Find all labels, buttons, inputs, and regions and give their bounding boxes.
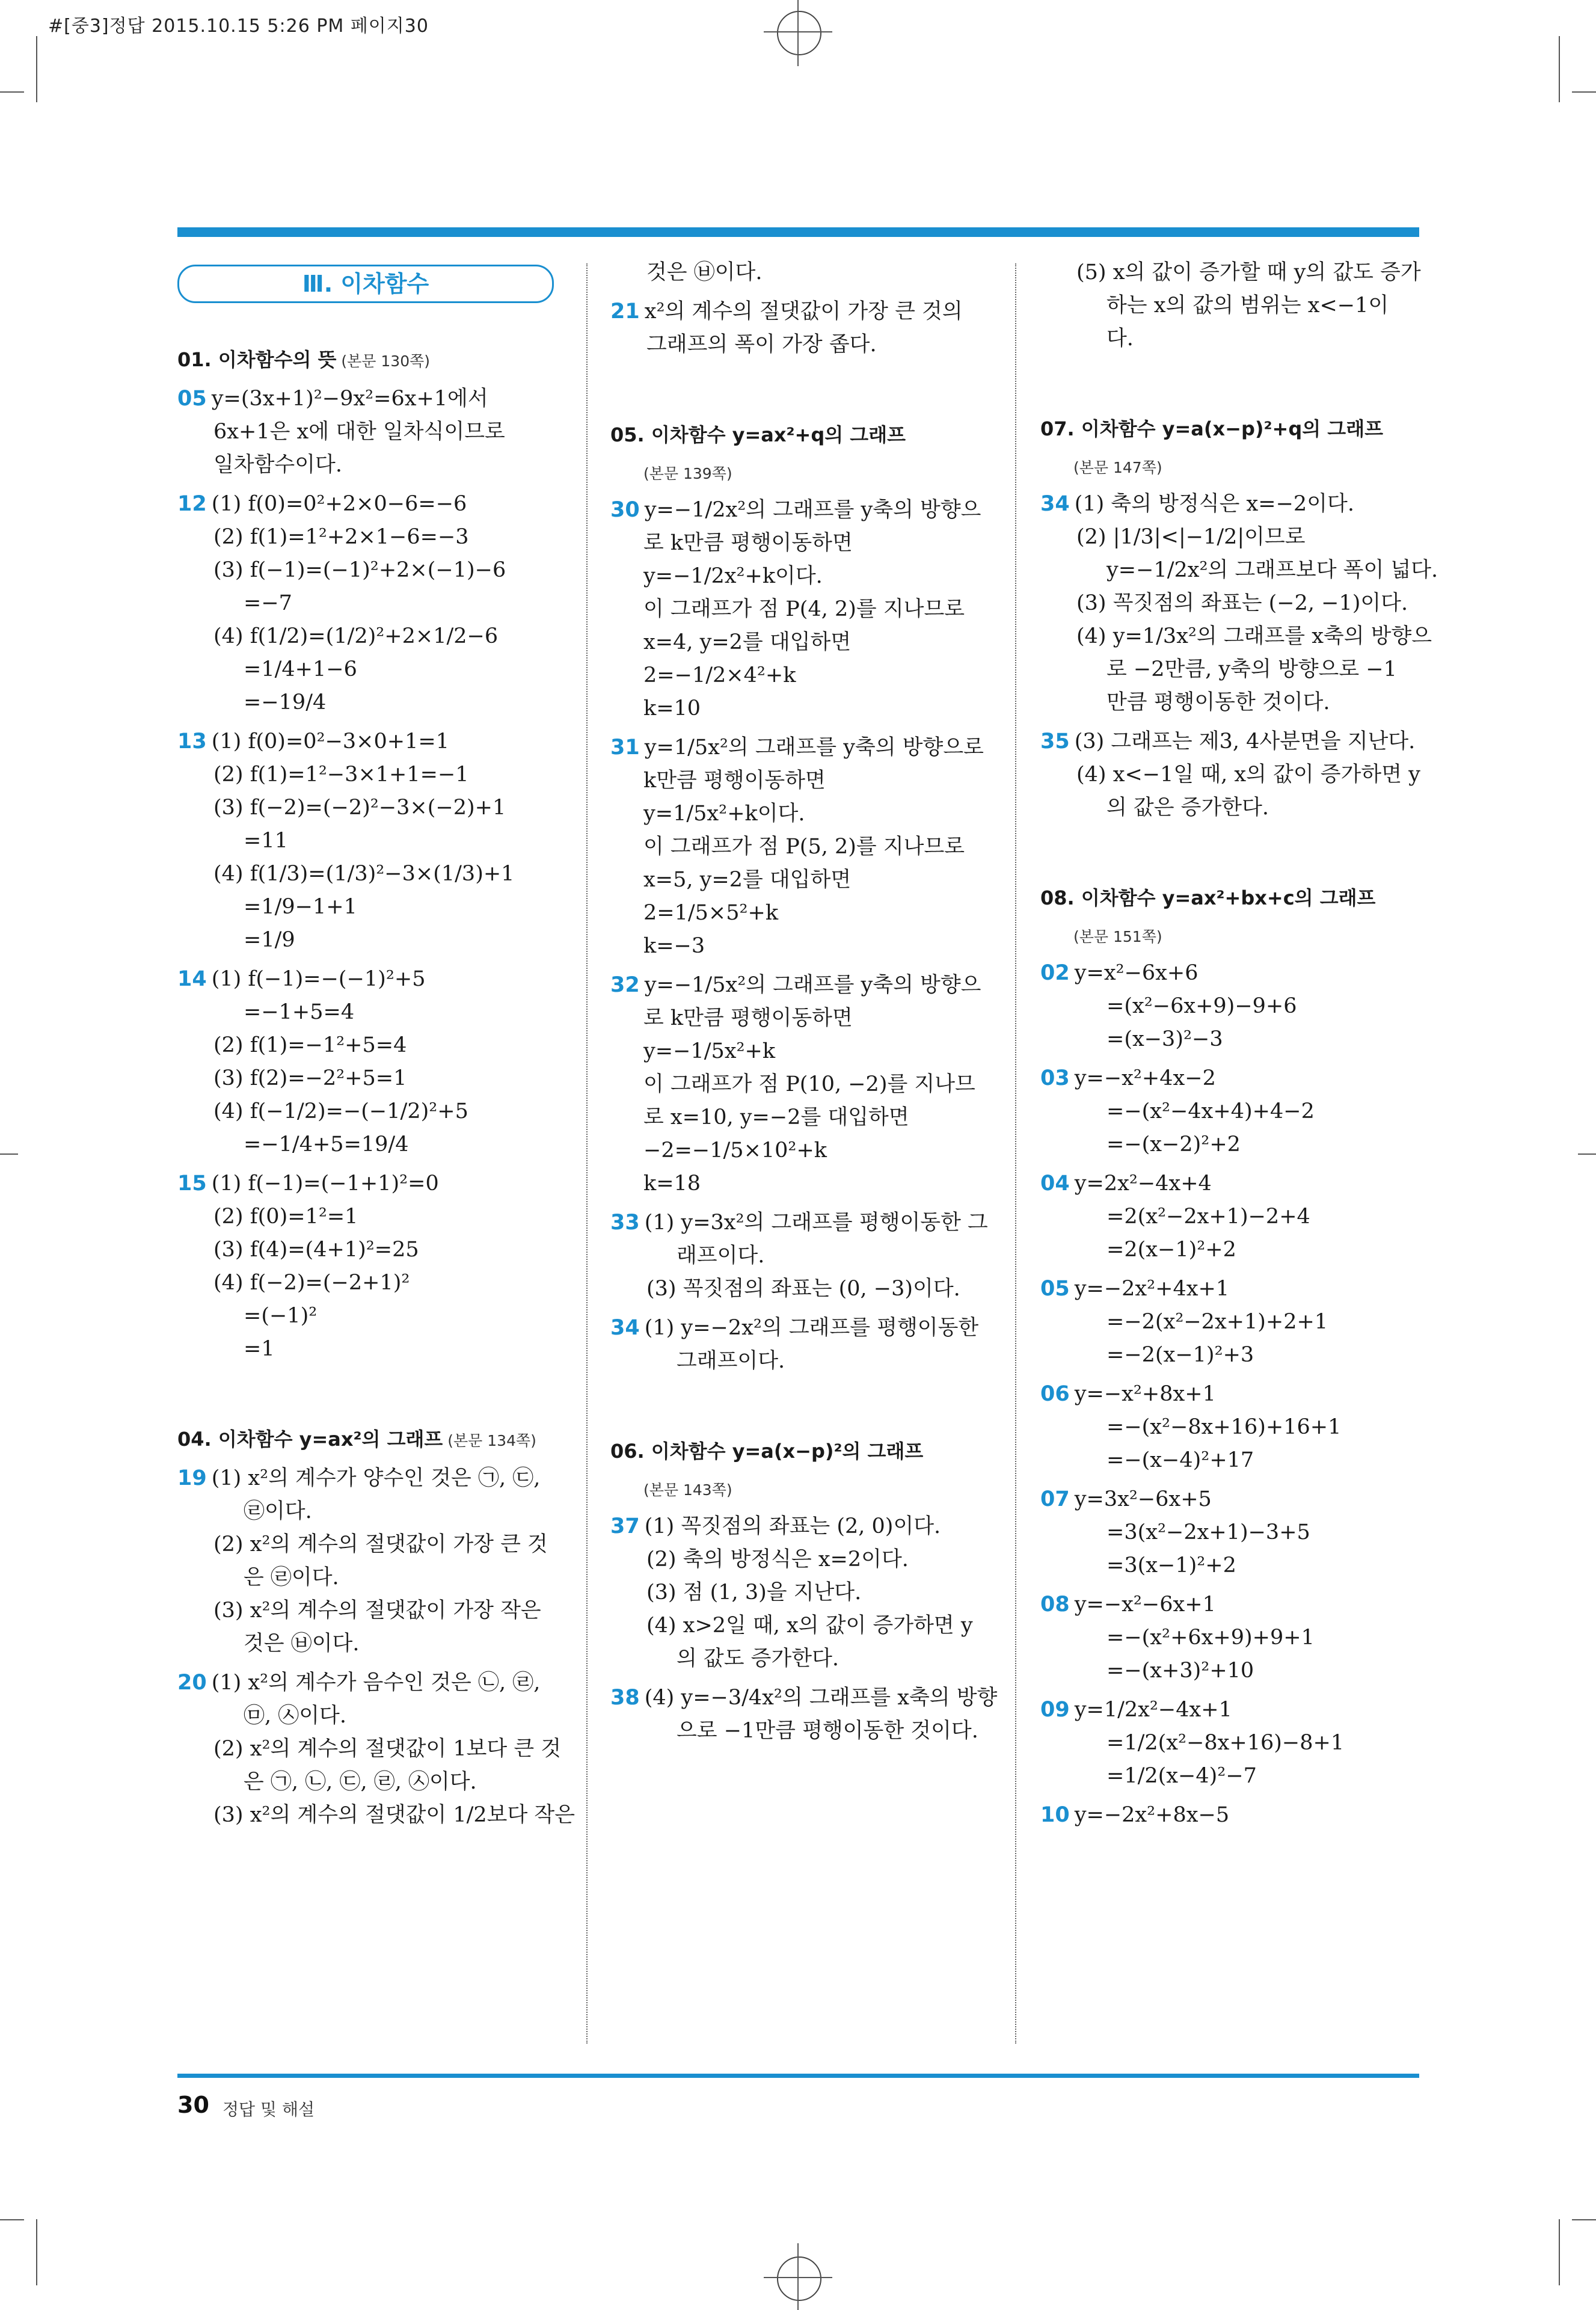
answer-line: y=−1/2x²의 그래프보다 폭이 넓다.	[1106, 558, 1438, 582]
answer-line: =−(x−4)²+17	[1106, 1448, 1254, 1472]
header-rule	[177, 227, 1419, 237]
answer-line: 이 그래프가 점 P(5, 2)를 지나므로	[643, 835, 965, 859]
answer-line: 으로 −1만큼 평행이동한 것이다.	[677, 1719, 978, 1743]
answer-line: 그래프이다.	[677, 1349, 785, 1373]
problem-answer	[1040, 1275, 1229, 1303]
answer-text: x²의 계수의 절댓값이 가장 큰 것의	[644, 300, 963, 324]
answer-line: (4) y=1/3x²의 그래프를 x축의 방향으	[1076, 624, 1432, 648]
answer-line: =−19/4	[244, 690, 327, 714]
answer-line: (2) f(1)=1²+2×1−6=−3	[213, 525, 469, 549]
answer-line: ㉤, ㉦이다.	[244, 1704, 346, 1728]
answer-line: =−1/4+5=19/4	[244, 1132, 409, 1157]
problem-answer	[610, 496, 981, 524]
column-divider-2	[1015, 263, 1016, 2044]
section-heading	[610, 421, 906, 449]
problem-number: 38	[610, 1686, 640, 1710]
answer-line: 은 ㉠, ㉡, ㉢, ㉣, ㉦이다.	[244, 1770, 477, 1794]
problem-number: 37	[610, 1514, 640, 1538]
answer-line: k만큼 평행이동하면	[643, 769, 826, 793]
answer-line: (3) 꼭짓점의 좌표는 (−2, −1)이다.	[1076, 591, 1408, 615]
answer-line: 다.	[1106, 327, 1134, 351]
answer-line: (2) f(1)=−1²+5=4	[213, 1033, 407, 1057]
answer-line: 래프이다.	[677, 1244, 765, 1268]
column-divider-1	[586, 263, 588, 2044]
answer-line: ㉣이다.	[244, 1499, 312, 1523]
answer-line: (4) f(−2)=(−2+1)²	[213, 1271, 410, 1295]
section-title: 05. 이차함수 y=ax²+q의 그래프	[610, 423, 906, 446]
answer-line: 2=1/5×5²+k	[643, 901, 779, 925]
footer-rule	[177, 2074, 1419, 2078]
answer-text: (1) 축의 방정식은 x=−2이다.	[1074, 492, 1354, 516]
problem-answer	[177, 1669, 540, 1697]
problem-answer	[1040, 1801, 1229, 1829]
problem-answer	[177, 965, 425, 993]
section-heading	[177, 346, 430, 375]
problem-answer	[1040, 1064, 1216, 1092]
answer-line: 그래프의 폭이 가장 좁다.	[646, 333, 877, 357]
answer-line: 은 ㉣이다.	[244, 1565, 339, 1590]
section-heading	[1040, 415, 1383, 443]
section-page-ref: (본문 147쪽)	[1073, 459, 1162, 476]
answer-line: =−(x²+6x+9)+9+1	[1106, 1626, 1315, 1650]
answer-line: (2) f(1)=1²−3×1+1=−1	[213, 763, 469, 787]
answer-line: y=1/5x²+k이다.	[643, 802, 805, 826]
problem-number: 13	[177, 730, 207, 754]
problem-number: 33	[610, 1211, 640, 1235]
section-page-ref: (본문 134쪽)	[443, 1432, 536, 1449]
answer-line: =−(x+3)²+10	[1106, 1659, 1254, 1683]
answer-line: (4) x>2일 때, x의 값이 증가하면 y	[646, 1614, 973, 1638]
crop-mark-mid-right	[1578, 1153, 1596, 1155]
problem-answer	[1040, 959, 1199, 987]
answer-line: =2(x−1)²+2	[1106, 1238, 1236, 1262]
answer-line: (3) x²의 계수의 절댓값이 1/2보다 작은	[213, 1803, 575, 1827]
answer-line: =−(x²−4x+4)+4−2	[1106, 1099, 1315, 1123]
problem-answer	[177, 1464, 540, 1492]
section-heading	[177, 1425, 536, 1455]
section-page-ref: (본문 130쪽)	[336, 352, 431, 370]
answer-line: 하는 x의 값의 범위는 x<−1이	[1106, 293, 1389, 318]
problem-answer	[610, 1684, 997, 1712]
problem-answer	[610, 1314, 978, 1342]
answer-line: =−(x²−8x+16)+16+1	[1106, 1415, 1342, 1439]
answer-line: (5) x의 값이 증가할 때 y의 값도 증가	[1076, 260, 1421, 284]
answer-text: (1) x²의 계수가 음수인 것은 ㉡, ㉣,	[211, 1671, 541, 1695]
answer-text: y=−x²+8x+1	[1074, 1382, 1216, 1406]
section-page-ref: (본문 139쪽)	[643, 465, 732, 482]
answer-line: (2) |1/3|<|−1/2|이므로	[1076, 525, 1306, 549]
problem-answer	[1040, 1485, 1212, 1513]
problem-number: 02	[1040, 961, 1070, 985]
problem-answer	[1040, 1170, 1212, 1197]
answer-text: y=−2x²+8x−5	[1074, 1803, 1230, 1827]
registration-cross-top-v	[797, 0, 799, 66]
answer-text: y=−2x²+4x+1	[1074, 1277, 1230, 1301]
answer-text: (1) y=3x²의 그래프를 평행이동한 그	[644, 1211, 988, 1235]
answer-line: =11	[244, 829, 288, 853]
problem-number: 07	[1040, 1487, 1070, 1511]
section-title: 01. 이차함수의 뜻	[177, 348, 337, 371]
crop-mark-top-right	[1559, 36, 1560, 102]
section-heading	[610, 1437, 923, 1465]
problem-number: 04	[1040, 1172, 1070, 1196]
answer-text: y=1/2x²−4x+1	[1074, 1698, 1232, 1722]
answer-text: (1) f(−1)=−(−1)²+5	[211, 967, 426, 991]
answer-line: =−1+5=4	[244, 1000, 355, 1024]
problem-number: 14	[177, 967, 207, 991]
answer-line: (4) x<−1일 때, x의 값이 증가하면 y	[1076, 763, 1420, 787]
answer-line: k=10	[643, 696, 701, 720]
answer-line: =3(x−1)²+2	[1106, 1553, 1236, 1577]
answer-text: y=3x²−6x+5	[1074, 1487, 1212, 1511]
section-title: 08. 이차함수 y=ax²+bx+c의 그래프	[1040, 886, 1376, 909]
crop-mark-bottom-right	[1559, 2219, 1560, 2285]
problem-answer	[610, 298, 963, 325]
problem-number: 19	[177, 1466, 207, 1490]
answer-line: 로 k만큼 평행이동하면	[643, 531, 853, 555]
answer-line: (3) x²의 계수의 절댓값이 가장 작은	[213, 1599, 541, 1623]
problem-number: 08	[1040, 1593, 1070, 1617]
footer-label: 정답 및 해설	[223, 2100, 315, 2119]
answer-line: (2) f(0)=1²=1	[213, 1205, 358, 1229]
problem-number: 31	[610, 736, 640, 760]
crop-mark-bottom-right-h	[1572, 2219, 1596, 2220]
answer-line: =−2(x−1)²+3	[1106, 1343, 1254, 1367]
problem-number: 34	[610, 1316, 640, 1340]
registration-mark-bottom	[777, 2256, 821, 2301]
crop-mark-top-left-h	[0, 91, 24, 93]
problem-answer	[177, 385, 488, 413]
answer-line: (2) x²의 계수의 절댓값이 가장 큰 것	[213, 1532, 548, 1556]
answer-text: (3) 그래프는 제3, 4사분면을 지난다.	[1074, 730, 1416, 754]
answer-line: =1/9	[244, 928, 295, 952]
answer-text: y=−x²−6x+1	[1074, 1593, 1216, 1617]
answer-line: 6x+1은 x에 대한 일차식이므로	[213, 420, 505, 444]
answer-line: (3) f(−2)=(−2)²−3×(−2)+1	[213, 796, 506, 820]
problem-number: 05	[1040, 1277, 1070, 1301]
answer-text: y=x²−6x+6	[1074, 961, 1199, 985]
answer-line: =(−1)²	[244, 1304, 318, 1328]
problem-number: 10	[1040, 1803, 1070, 1827]
answer-line: x=5, y=2를 대입하면	[643, 868, 852, 892]
answer-line: (2) x²의 계수의 절댓값이 1보다 큰 것	[213, 1737, 562, 1761]
answer-line: =1/4+1−6	[244, 657, 357, 681]
answer-line: =−2(x²−2x+1)+2+1	[1106, 1310, 1328, 1334]
section-title: 04. 이차함수 y=ax²의 그래프	[177, 1428, 443, 1451]
answer-line: −2=−1/5×10²+k	[643, 1138, 827, 1163]
crop-mark-mid-left	[0, 1153, 18, 1155]
problem-answer	[1040, 1591, 1216, 1618]
registration-cross-top-h	[764, 31, 832, 32]
answer-line: 로 x=10, y=−2를 대입하면	[643, 1105, 909, 1129]
problem-answer	[1040, 728, 1415, 755]
problem-number: 30	[610, 498, 640, 522]
answer-line: =1	[244, 1337, 275, 1361]
problem-number: 03	[1040, 1066, 1070, 1090]
problem-number: 32	[610, 973, 640, 997]
answer-line: (3) f(−1)=(−1)²+2×(−1)−6	[213, 558, 506, 582]
problem-number: 05	[177, 387, 207, 411]
answer-line: k=18	[643, 1172, 701, 1196]
answer-line: =1/2(x²−8x+16)−8+1	[1106, 1731, 1345, 1755]
answer-text: (1) f(0)=0²−3×0+1=1	[211, 730, 449, 754]
answer-line: y=−1/5x²+k	[643, 1039, 776, 1063]
crop-mark-bottom-left-h	[0, 2219, 24, 2220]
answer-line: (4) f(1/3)=(1/3)²−3×(1/3)+1	[213, 862, 515, 886]
answer-line: 의 값도 증가한다.	[677, 1647, 839, 1671]
answer-text: y=2x²−4x+4	[1074, 1172, 1212, 1196]
answer-text: y=−1/2x²의 그래프를 y축의 방향으	[644, 498, 981, 522]
answer-line: (3) 점 (1, 3)을 지난다.	[646, 1580, 862, 1605]
answer-text: (1) f(0)=0²+2×0−6=−6	[211, 492, 467, 516]
problem-number: 20	[177, 1671, 207, 1695]
answer-line: =1/9−1+1	[244, 895, 357, 919]
answer-line: (3) f(2)=−2²+5=1	[213, 1066, 407, 1090]
problem-number: 21	[610, 300, 640, 324]
problem-number: 15	[177, 1172, 207, 1196]
answer-line: 일차함수이다.	[213, 453, 342, 477]
answer-line: =(x²−6x+9)−9+6	[1106, 994, 1297, 1018]
answer-line: 이 그래프가 점 P(10, −2)를 지나므	[643, 1072, 975, 1096]
problem-answer	[1040, 490, 1354, 518]
answer-text: y=−1/5x²의 그래프를 y축의 방향으	[644, 973, 981, 997]
answer-line: (3) 꼭짓점의 좌표는 (0, −3)이다.	[646, 1277, 960, 1301]
problem-answer	[610, 734, 984, 761]
answer-text: y=−x²+4x−2	[1074, 1066, 1216, 1090]
answer-line: 로 k만큼 평행이동하면	[643, 1006, 853, 1030]
answer-line: =−(x−2)²+2	[1106, 1132, 1241, 1157]
problem-answer	[177, 1170, 439, 1197]
problem-answer	[610, 971, 981, 999]
answer-line: =(x−3)²−3	[1106, 1027, 1223, 1051]
answer-text: y=1/5x²의 그래프를 y축의 방향으로	[644, 736, 984, 760]
answer-line: 만큼 평행이동한 것이다.	[1106, 690, 1330, 714]
answer-line: 것은 ㉥이다.	[244, 1632, 360, 1656]
answer-line: k=−3	[643, 934, 705, 958]
answer-line: =2(x²−2x+1)−2+4	[1106, 1205, 1310, 1229]
page-number: 30	[177, 2092, 209, 2118]
answer-line: =1/2(x−4)²−7	[1106, 1764, 1257, 1788]
answer-line: (2) 축의 방정식은 x=2이다.	[646, 1547, 909, 1571]
registration-cross-bottom-h	[764, 2277, 832, 2278]
answer-line: 것은 ㉥이다.	[646, 260, 763, 284]
answer-text: (1) x²의 계수가 양수인 것은 ㉠, ㉢,	[211, 1466, 541, 1490]
section-page-ref: (본문 151쪽)	[1073, 928, 1162, 945]
problem-answer	[610, 1209, 988, 1236]
answer-line: y=−1/2x²+k이다.	[643, 564, 823, 588]
problem-answer	[1040, 1696, 1232, 1724]
answer-text: (1) 꼭짓점의 좌표는 (2, 0)이다.	[644, 1514, 941, 1538]
problem-number: 06	[1040, 1382, 1070, 1406]
answer-line: =3(x²−2x+1)−3+5	[1106, 1520, 1310, 1544]
crop-mark-top-right-h	[1572, 91, 1596, 93]
problem-number: 09	[1040, 1698, 1070, 1722]
answer-line: (3) f(4)=(4+1)²=25	[213, 1238, 419, 1262]
problem-answer	[177, 728, 449, 755]
answer-line: x=4, y=2를 대입하면	[643, 630, 852, 654]
answer-line: 로 −2만큼, y축의 방향으로 −1	[1106, 657, 1397, 681]
answer-line: 의 값은 증가한다.	[1106, 796, 1269, 820]
answer-line: =−7	[244, 591, 292, 615]
answer-line: 2=−1/2×4²+k	[643, 663, 796, 687]
answer-line: (4) f(−1/2)=−(−1/2)²+5	[213, 1099, 468, 1123]
problem-number: 12	[177, 492, 207, 516]
chapter-title: Ⅲ. 이차함수	[177, 265, 554, 303]
answer-text: (4) y=−3/4x²의 그래프를 x축의 방향	[644, 1686, 998, 1710]
section-title: 07. 이차함수 y=a(x−p)²+q의 그래프	[1040, 417, 1384, 440]
section-heading	[1040, 884, 1375, 912]
answer-line: 이 그래프가 점 P(4, 2)를 지나므로	[643, 597, 965, 621]
answer-line: (4) f(1/2)=(1/2)²+2×1/2−6	[213, 624, 499, 648]
registration-mark-top	[777, 11, 821, 55]
problem-answer	[177, 490, 467, 518]
problem-number: 34	[1040, 492, 1070, 516]
problem-answer	[610, 1513, 941, 1540]
crop-mark-top-left	[36, 36, 37, 102]
crop-mark-bottom-left	[36, 2219, 37, 2285]
answer-text: (1) f(−1)=(−1+1)²=0	[211, 1172, 439, 1196]
problem-answer	[1040, 1380, 1216, 1408]
section-title: 06. 이차함수 y=a(x−p)²의 그래프	[610, 1440, 924, 1463]
answer-text: (1) y=−2x²의 그래프를 평행이동한	[644, 1316, 979, 1340]
answer-text: y=(3x+1)²−9x²=6x+1에서	[211, 387, 488, 411]
section-page-ref: (본문 143쪽)	[643, 1481, 732, 1499]
print-info: #[중3]정답 2015.10.15 5:26 PM 페이지30	[48, 16, 429, 37]
problem-number: 35	[1040, 730, 1070, 754]
